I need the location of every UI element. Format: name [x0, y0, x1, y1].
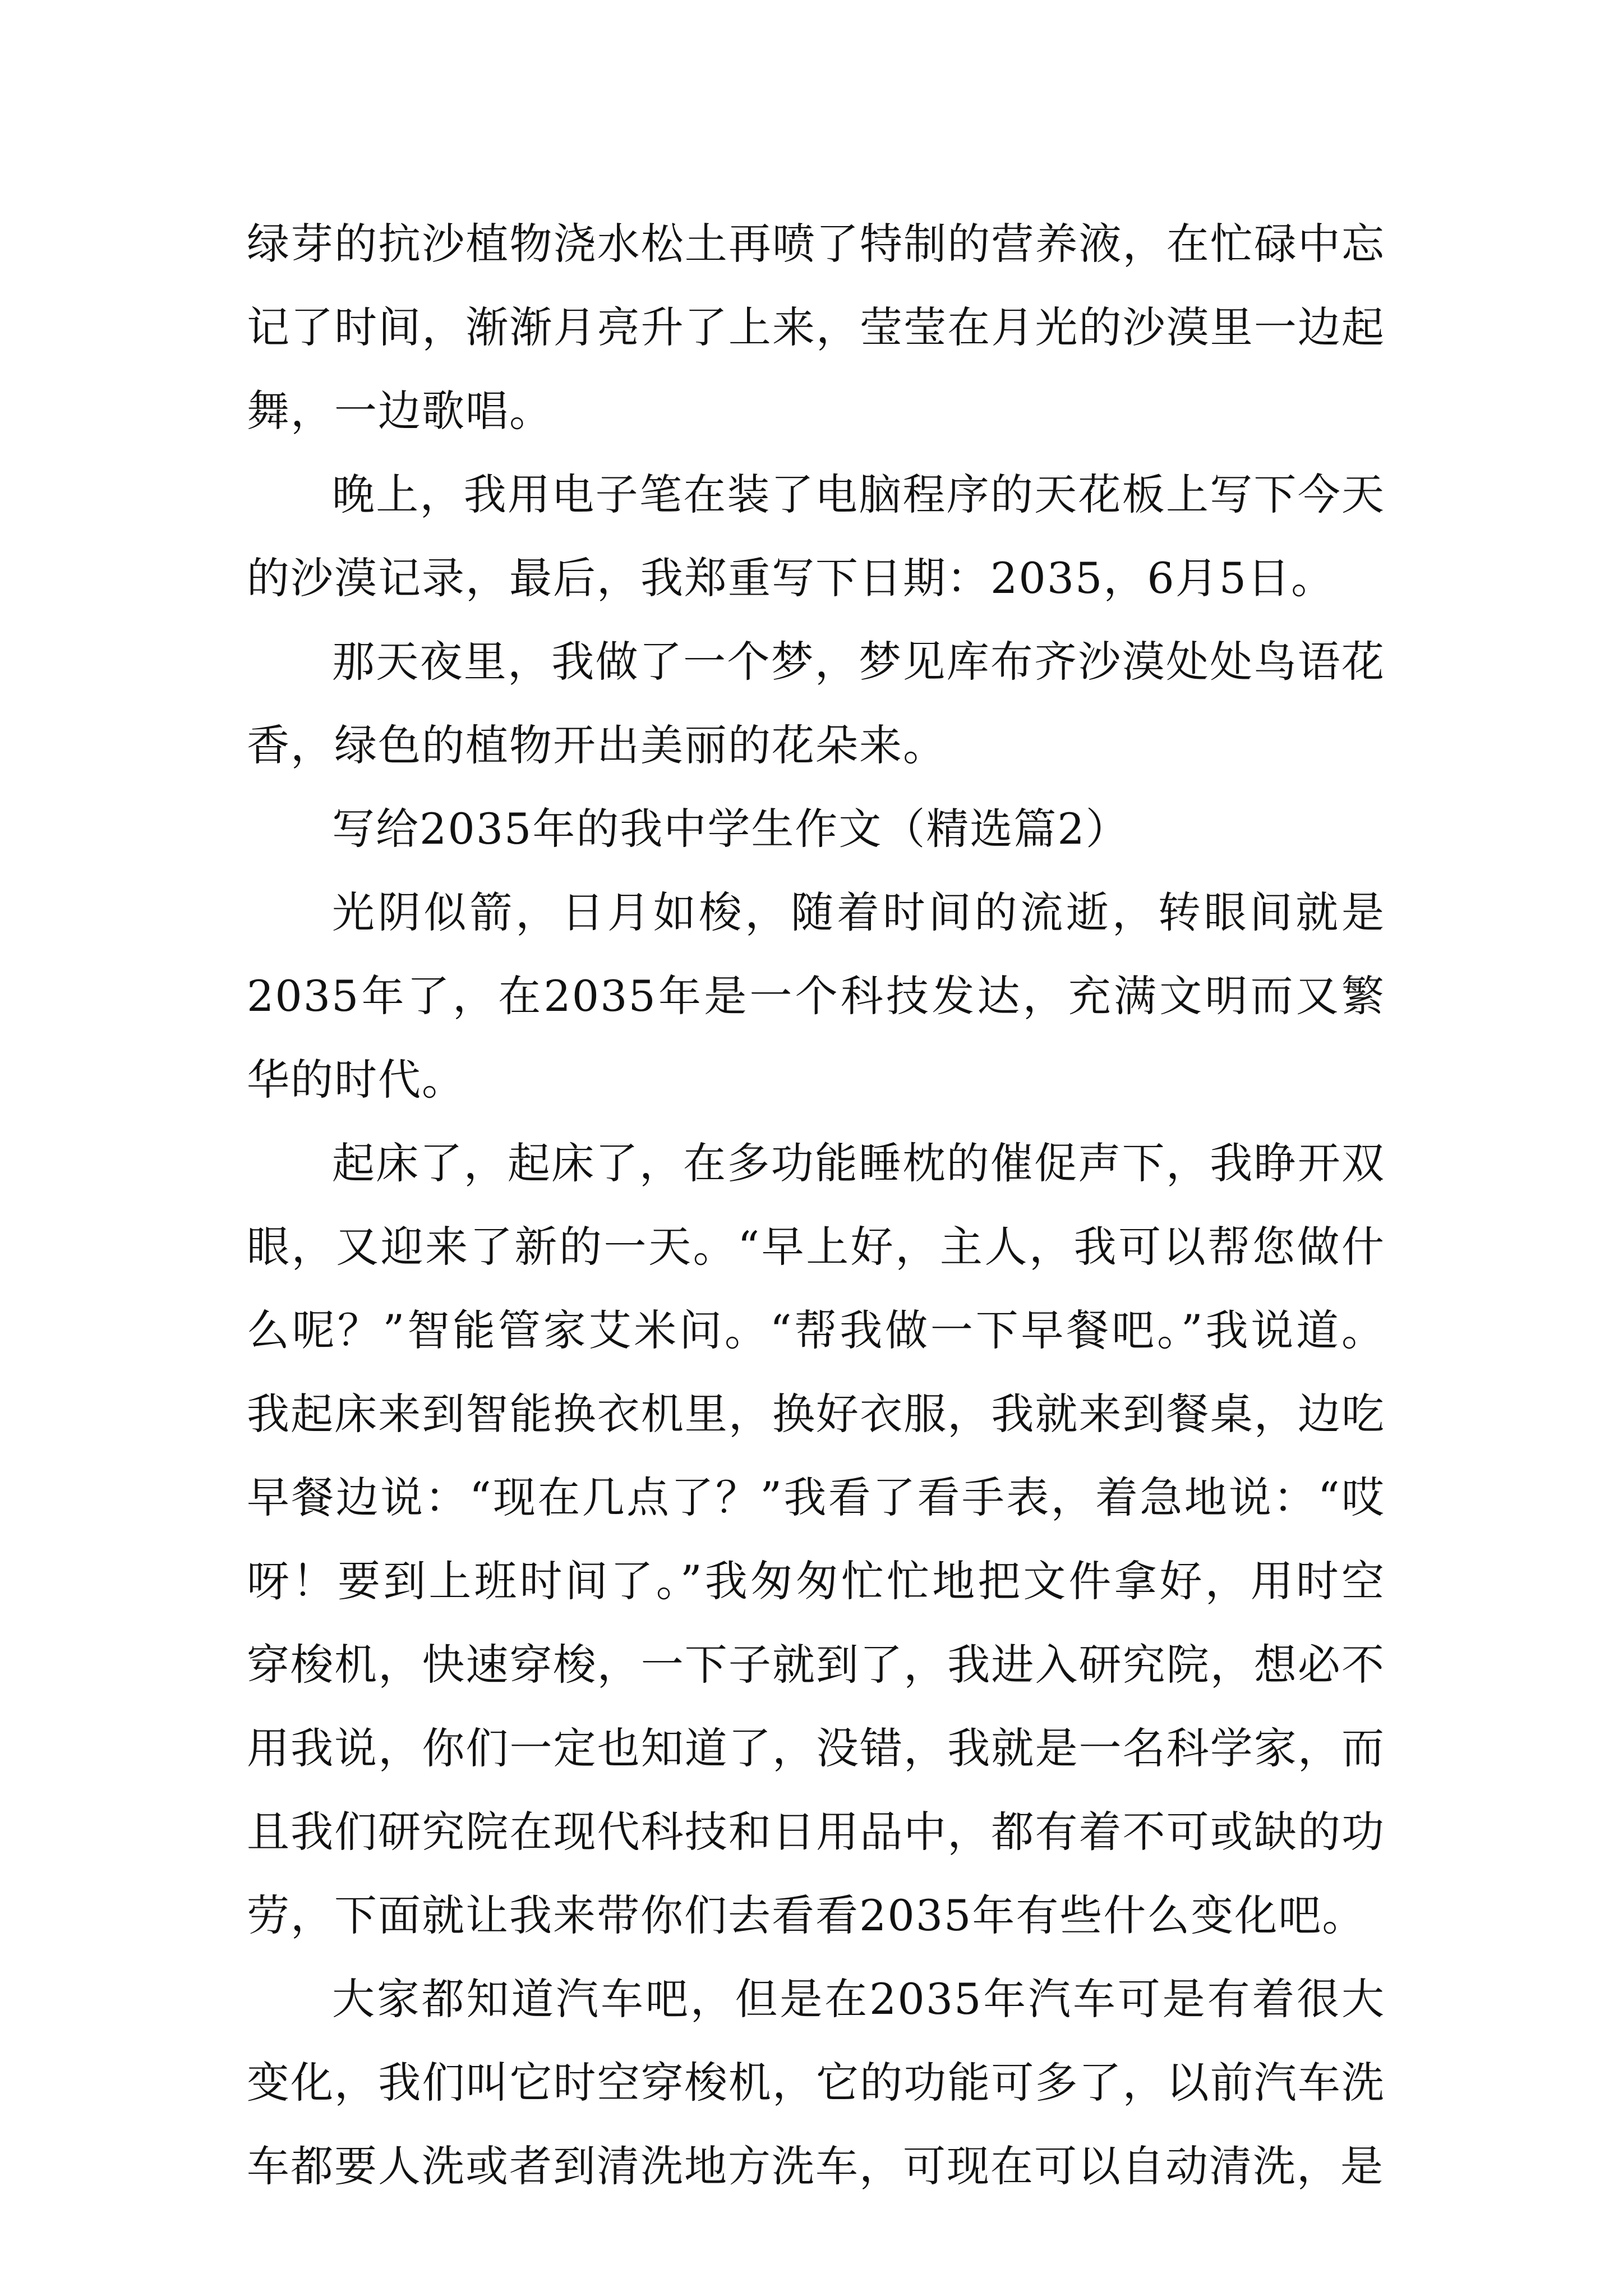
essay-body	[247, 202, 1385, 2208]
paragraph-morning: 起床了，起床了，在多功能睡枕的催促声下，我睁开双眼，又迎来了新的一天。“早上好，主人，我可以帮您做什么呢？”智能管家艾米问。“帮我做一下早餐吧。”我说道。我起床来到智能换衣机里，换好衣服，我就来到餐桌，边吃早餐边说：“现在几点了？”我看了看手表，着急地说：“哎呀！要到上班时间了。”我匆匆忙忙地把文件拿好，用时空穿梭机，快速穿梭，一下子就到了，我进入研究院，想必不用我说，你们一定也知道了，没错，我就是一名科学家，而且我们研究院在现代科技和日用品中，都有着不可或缺的功劳，下面就让我来带你们去看看2035年有些什么变化吧。	[247, 1138, 1385, 1940]
paragraph-intro: 光阴似箭，日月如梭，随着时间的流逝，转眼间就是2035年了，在2035年是一个科技发达，充满文明而又繁华的时代。	[247, 887, 1385, 1105]
paragraph-car: 大家都知道汽车吧，但是在2035年汽车可是有着很大变化，我们叫它时空穿梭机，它的功能可多了，以前汽车洗车都要人洗或者到清洗地方洗车，可现在可以自动清洗，是	[247, 1974, 1385, 2191]
section-title: 写给2035年的我中学生作文（精选篇2）	[332, 804, 1129, 854]
paragraph-dream: 那天夜里，我做了一个梦，梦见库布齐沙漠处处鸟语花香，绿色的植物开出美丽的花朵来。	[247, 637, 1385, 770]
paragraph-continuation: 绿芽的抗沙植物浇水松土再喷了特制的营养液，在忙碌中忘记了时间，渐渐月亮升了上来，莹莹在月光的沙漠里一边起舞，一边歌唱。	[247, 219, 1385, 436]
paragraph-evening-record: 晚上，我用电子笔在装了电脑程序的天花板上写下今天的沙漠记录，最后，我郑重写下日期：2035，6月5日。	[247, 470, 1385, 603]
